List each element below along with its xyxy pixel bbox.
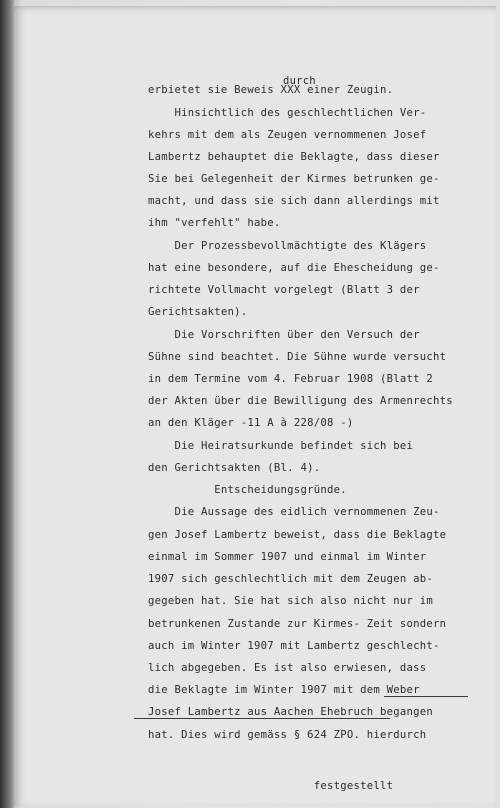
text-line: Sie bei Gelegenheit der Kirmes betrunken ge- [148,173,440,185]
text-line: 1907 sich geschlechtlich mit dem Zeugen ab- [148,573,434,585]
text-line: auch im Winter 1907 mit Lambertz geschlecht- [148,640,440,652]
text-line: den Gerichtsakten (Bl. 4). [148,462,321,474]
text-line: Gerichtsakten). [148,306,248,318]
text-line: Die Heiratsurkunde befindet sich bei [148,440,414,452]
handwritten-underline [134,718,390,719]
text-line: Die Vorschriften über den Versuch der [148,329,420,341]
closing-word: festgestellt [148,780,394,792]
text-line: richtete Vollmacht vorgelegt (Blatt 3 der [148,284,420,296]
text-line: Sühne sind beachtet. Die Sühne wurde versucht [148,351,447,363]
text-line: einmal im Sommer 1907 und einmal im Winter [148,551,427,563]
text-line: Der Prozessbevollmächtigte des Klägers [148,240,427,252]
text-line: hat eine besondere, auf die Ehescheidung ge- [148,262,440,274]
text-line: Die Aussage des eidlich vernommenen Zeu- [148,506,440,518]
text-line: der Akten über die Bewilligung des Armenrechts [148,395,453,407]
text-line: betrunkenen Zustande zur Kirmes- Zeit sondern [148,618,447,630]
handwritten-underline [384,696,468,697]
text-line: an den Kläger -11 A à 228/08 -) [148,417,354,429]
handwritten-insertion: durch [283,75,316,87]
text-line: macht, und dass sie sich dann allerdings mit [148,195,440,207]
text-line: Lambertz behauptet die Beklagte, dass dieser [148,151,440,163]
binding-edge [0,0,14,808]
text-line: die Beklagte im Winter 1907 mit dem Weber [148,684,420,696]
text-line: gegeben hat. Sie hat sich also nicht nur im [148,595,434,607]
text-line: kehrs mit dem als Zeugen vernommenen Josef [148,129,427,141]
text-line: lich abgegeben. Es ist also erwiesen, dass [148,662,427,674]
text-line: Hinsichtlich des geschlechtlichen Ver- [148,107,427,119]
text-line: in dem Termine vom 4. Februar 1908 (Blatt 2 [148,373,434,385]
text-line: erbietet sie Beweis XXX einer Zeugin. [148,84,394,96]
text-line: hat. Dies wird gemäss § 624 ZPO. hierdurch [148,729,427,741]
section-heading: Entscheidungsgründe. [148,484,347,496]
text-line: gen Josef Lambertz beweist, dass die Beklagte [148,529,447,541]
text-line: Josef Lambertz aus Aachen Ehebruch begangen [148,706,434,718]
text-line: ihm "verfehlt" habe. [148,217,281,229]
